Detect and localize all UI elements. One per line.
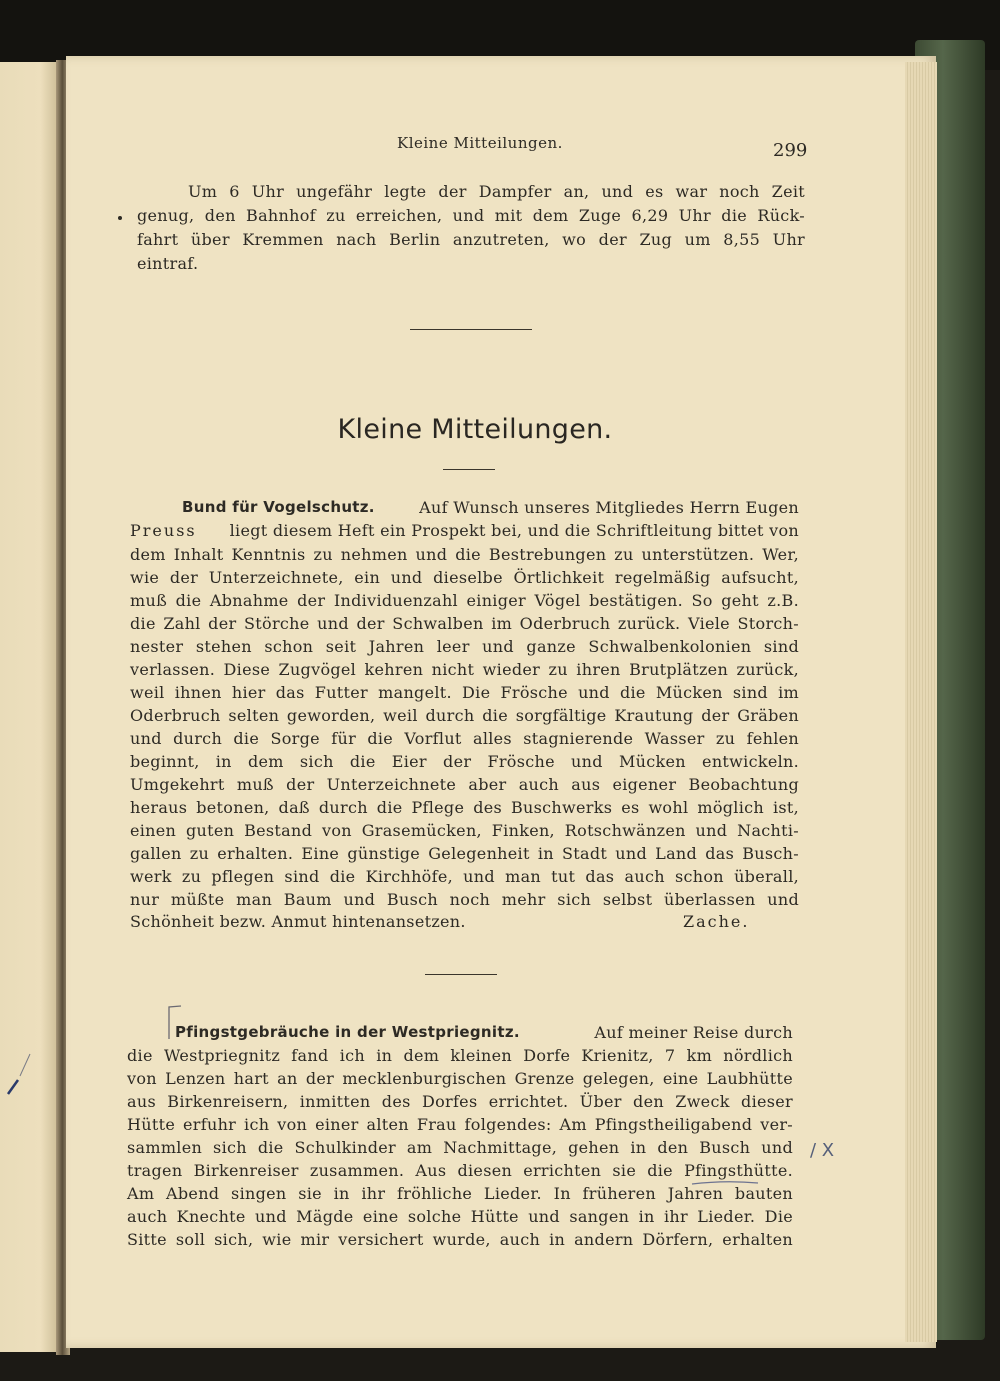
article2-body-line: Am Abend singen sie in ihr fröhliche Lieder. In früheren Jahren bauten [127,1184,793,1203]
intro-line-2: genug, den Bahnhof zu erreichen, und mit dem Zuge 6,29 Uhr die Rück- [137,206,805,225]
left-margin-mark [0,1050,40,1100]
article1-signature: Zache. [683,912,750,931]
article1-body-line: und durch die Sorge für die Vorflut alles stagnierende Wasser zu fehlen [130,729,799,748]
article1-line-2 [130,521,799,540]
article1-line-1 [182,498,799,517]
article2-body-line: auch Knechte und Mägde eine solche Hütte und sangen in ihr Lieder. Die [127,1207,793,1226]
running-header: Kleine Mitteilungen. [397,134,563,152]
section-title: Kleine Mitteilungen. [337,414,613,445]
article2-body-line: die Westpriegnitz fand ich in dem kleinen Dorfe Krienitz, 7 km nördlich [127,1046,793,1065]
intro-line-3: fahrt über Kremmen nach Berlin anzutreten, wo der Zug um 8,55 Uhr [137,230,805,249]
article2-heading: Pfingstgebräuche in der Westpriegnitz. [175,1023,520,1041]
article2-line-1-rest: Auf meiner Reise durch [594,1023,793,1042]
article1-body-line: nur müßte man Baum und Busch noch mehr sich selbst überlassen und [130,890,799,909]
article1-line-2-rest: liegt diesem Heft ein Prospekt bei, und die Schriftleitung bittet von [229,521,799,540]
article1-body-line: heraus betonen, daß durch die Pflege des Buschwerks es wohl möglich ist, [130,798,799,817]
article2-body-line: von Lenzen hart an der mecklenburgischen Grenze gelegen, eine Laubhütte [127,1069,793,1088]
intro-line-1: Um 6 Uhr ungefähr legte der Dampfer an, und es war noch Zeit [188,182,805,201]
margin-note: / X [810,1140,835,1161]
article1-body-line: die Zahl der Störche und der Schwalben im Oderbruch zurück. Viele Storch- [130,614,799,633]
article2-body-line: Hütte erfuhr ich von einer alten Frau folgendes: Am Pfingstheiligabend ver- [127,1115,793,1134]
separator-rule-2 [425,974,497,975]
article1-name: Preuss [130,521,197,540]
article2-body-line: tragen Birkenreiser zusammen. Aus diesen errichten sie die Pfingsthütte. [127,1161,793,1180]
article1-body-line: verlassen. Diese Zugvögel kehren nicht wieder zu ihren Brutplätzen zurück, [130,660,799,679]
article1-heading: Bund für Vogelschutz. [182,498,375,516]
article1-line-1-rest: Auf Wunsch unseres Mitgliedes Herrn Eugen [419,498,799,517]
article1-body-line: einen guten Bestand von Grasemücken, Finken, Rotschwänzen und Nachti- [130,821,799,840]
intro-line-4: eintraf. [137,254,199,273]
article1-body-line: Oderbruch selten geworden, weil durch die sorgfältige Krautung der Gräben [130,706,799,725]
article1-body-line: nester stehen schon seit Jahren leer und ganze Schwalbenkolonien sind [130,637,799,656]
article1-body-line: Umgekehrt muß der Unterzeichnete aber auch aus eigener Beobachtung [130,775,799,794]
article1-body-line: wie der Unterzeichnete, ein und dieselbe Örtlichkeit regelmäßig aufsucht, [130,568,799,587]
page-edges [905,62,937,1342]
title-rule [443,469,495,470]
separator-rule [410,329,532,330]
article2-line-1 [175,1023,793,1042]
article1-body-line: gallen zu erhalten. Eine günstige Gelegenheit in Stadt und Land das Busch- [130,844,799,863]
facing-page [0,62,58,1352]
pencil-underline [690,1178,760,1188]
article2-body-line: Sitte soll sich, wie mir versichert wurde, auch in andern Dörfern, erhalten [127,1230,793,1249]
article1-body-line: werk zu pflegen sind die Kirchhöfe, und man tut das auch schon überall, [130,867,799,886]
article1-body-line: weil ihnen hier das Futter mangelt. Die Frösche und die Mücken sind im [130,683,799,702]
stray-mark [118,216,122,220]
article1-body-line: dem Inhalt Kenntnis zu nehmen und die Bestrebungen zu unterstützen. Wer, [130,545,799,564]
article1-body-line: beginnt, in dem sich die Eier der Frösche und Mücken entwickeln. [130,752,799,771]
article2-body-line: aus Birkenreisern, inmitten des Dorfes errichtet. Über den Zweck dieser [127,1092,793,1111]
page-number: 299 [773,140,808,161]
article1-last-line: Schönheit bezw. Anmut hintenansetzen. [130,912,466,931]
article1-body-line: muß die Abnahme der Individuenzahl einiger Vögel bestätigen. So geht z.B. [130,591,799,610]
article2-body-line: sammlen sich die Schulkinder am Nachmittage, gehen in den Busch und [127,1138,793,1157]
